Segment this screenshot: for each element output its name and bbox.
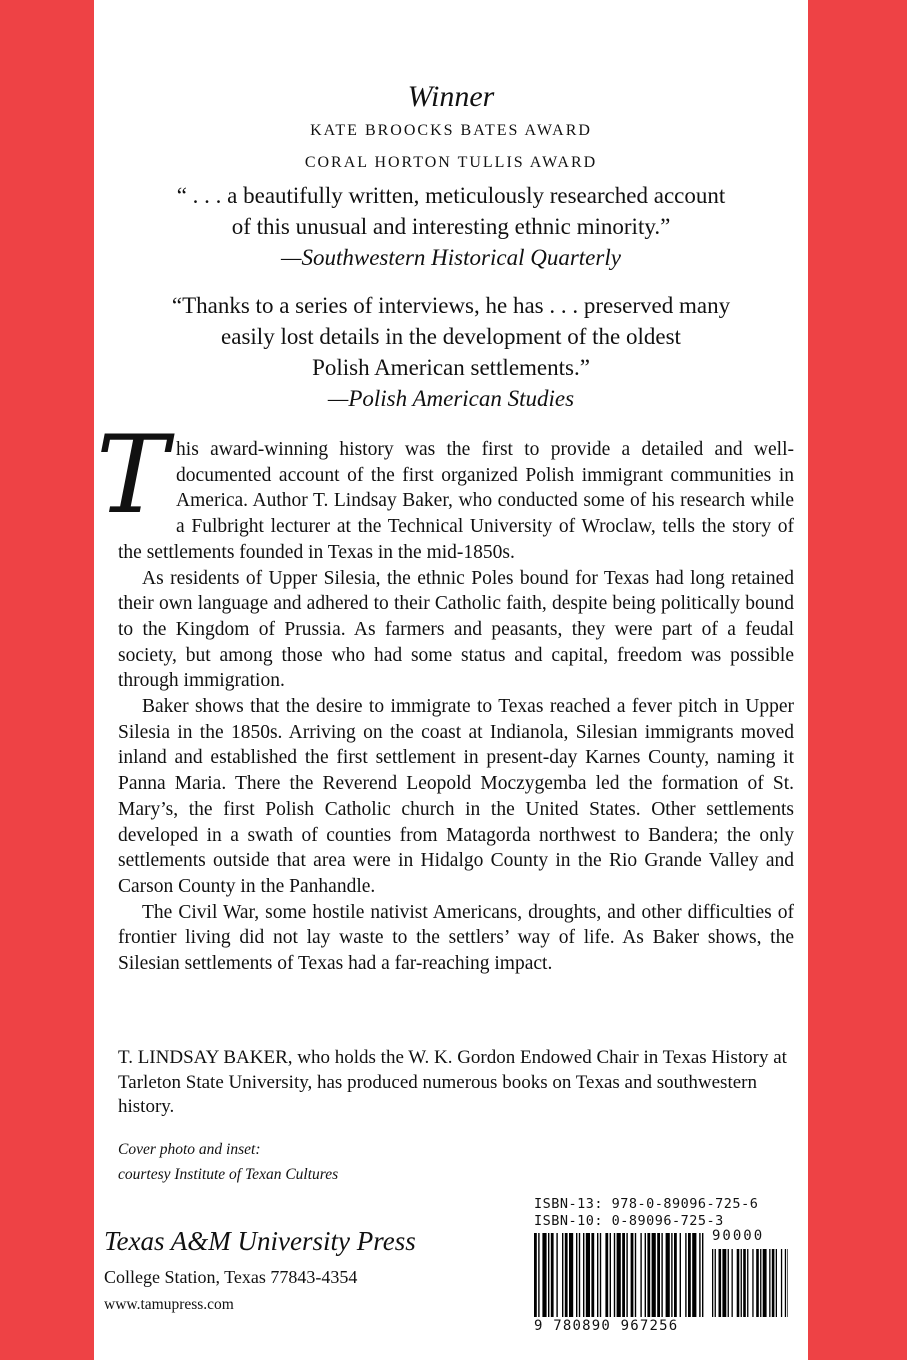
barcode bbox=[534, 1233, 788, 1319]
quote-line: “Thanks to a series of interviews, he has . . . preserved many bbox=[171, 293, 731, 318]
barcode-addon-bar bbox=[743, 1249, 746, 1317]
barcode-bar bbox=[671, 1233, 672, 1317]
barcode-bar bbox=[666, 1233, 670, 1317]
barcode-bar bbox=[614, 1233, 615, 1317]
barcode-addon-bar bbox=[776, 1249, 777, 1317]
barcode-addon-bar bbox=[763, 1249, 767, 1317]
barcode-bar bbox=[576, 1233, 577, 1317]
publisher-website[interactable]: www.tamupress.com bbox=[104, 1296, 234, 1313]
publisher-address: College Station, Texas 77843-4354 bbox=[104, 1267, 358, 1287]
barcode-bar bbox=[647, 1233, 650, 1317]
paragraph-2: As residents of Upper Silesia, the ethnic Poles bound for Texas had long retained their own language and adhered to their Catholic faith, despite being politically bound to the Kingdom of Prussia. As farmers and peasants, they were part of a feudal society, but among those who had some status and capital, freedom was possible through immigration. bbox=[118, 567, 794, 692]
barcode-digits: 9 780890 967256 bbox=[534, 1318, 679, 1334]
barcode-bar bbox=[631, 1233, 634, 1317]
winner-heading: Winner bbox=[407, 80, 495, 113]
paragraph-1 bbox=[96, 413, 794, 566]
barcode-addon-bar bbox=[769, 1249, 770, 1317]
barcode-addon-bar bbox=[737, 1249, 740, 1317]
barcode-bar bbox=[565, 1233, 568, 1317]
barcode-bar bbox=[591, 1233, 594, 1317]
paragraph-1-text: his award-winning history was the first to provide a detailed and well-documented account of the first organized Polish immigrant communities in America. Author T. Lindsay Baker, who conducted some of his research while a Fulbright lecturer at the Technical University of Wroclaw, tells the story of the settlements founded in Texas in the mid-1850s. bbox=[118, 439, 794, 563]
barcode-bar bbox=[548, 1233, 549, 1317]
barcode-addon-bar bbox=[722, 1249, 726, 1317]
barcode-addon-bar bbox=[752, 1249, 753, 1317]
barcode-bar bbox=[692, 1233, 696, 1317]
barcode-bar bbox=[597, 1233, 598, 1317]
barcode-bar bbox=[674, 1233, 677, 1317]
barcode-bar bbox=[542, 1233, 546, 1317]
barcode-addon-digits: 90000 bbox=[712, 1228, 765, 1244]
barcode-bar bbox=[556, 1233, 557, 1317]
credit-line: Cover photo and inset: bbox=[118, 1141, 261, 1158]
quote-line: Polish American settlements.” bbox=[312, 355, 590, 380]
barcode-addon-bar bbox=[760, 1249, 761, 1317]
isbn-13: ISBN-13: 978-0-89096-725-6 bbox=[534, 1196, 759, 1212]
review-quote-1 bbox=[94, 180, 808, 273]
drop-cap: T bbox=[96, 413, 169, 538]
barcode-addon-bar bbox=[781, 1249, 782, 1317]
barcode-bar bbox=[685, 1233, 686, 1317]
quote-line: easily lost details in the development of the oldest bbox=[221, 324, 681, 349]
barcode-addon-bar bbox=[732, 1249, 733, 1317]
photo-credit bbox=[118, 1138, 478, 1187]
barcode-bar bbox=[657, 1233, 660, 1317]
description bbox=[96, 413, 794, 977]
barcode-addon-bar bbox=[785, 1249, 786, 1317]
barcode-bar bbox=[688, 1233, 691, 1317]
barcode-addon-bar bbox=[728, 1249, 729, 1317]
barcode-bar bbox=[569, 1233, 573, 1317]
barcode-bar bbox=[635, 1233, 636, 1317]
paragraph-4: The Civil War, some hostile nativist Americans, droughts, and other difficulties of frontier living did not lay waste to the settlers’ way of life. As Baker shows, the Silesian settlements of Texas had a far-reaching impact. bbox=[118, 901, 794, 975]
quote-line: “ . . . a beautifully written, meticulously researched account bbox=[176, 183, 726, 208]
isbn-10: ISBN-10: 0-89096-725-3 bbox=[534, 1213, 724, 1229]
credit-line: courtesy Institute of Texan Cultures bbox=[118, 1165, 339, 1183]
barcode-bar bbox=[600, 1233, 601, 1317]
barcode-bar bbox=[680, 1233, 681, 1317]
barcode-bar bbox=[579, 1233, 580, 1317]
barcode-bar bbox=[586, 1233, 590, 1317]
award-2: CORAL HORTON TULLIS AWARD bbox=[304, 154, 598, 171]
publisher-name: Texas A&M University Press bbox=[104, 1226, 416, 1256]
barcode-bar bbox=[562, 1233, 563, 1317]
barcode-bar bbox=[534, 1233, 537, 1317]
barcode-bar bbox=[605, 1233, 608, 1317]
barcode-addon-bar bbox=[741, 1249, 742, 1317]
barcode-bar bbox=[538, 1233, 539, 1317]
barcode-addon-bar bbox=[787, 1249, 788, 1317]
left-red-border bbox=[0, 0, 94, 1360]
barcode-bar bbox=[661, 1233, 662, 1317]
barcode-bar bbox=[617, 1233, 621, 1317]
barcode-bar bbox=[610, 1233, 611, 1317]
review-quote-2 bbox=[94, 290, 808, 414]
barcode-addon-bar bbox=[747, 1249, 748, 1317]
barcode-bar bbox=[551, 1233, 554, 1317]
barcode-bar bbox=[652, 1233, 656, 1317]
barcode-bar bbox=[699, 1233, 700, 1317]
barcode-bar bbox=[622, 1233, 625, 1317]
barcode-addon-bar bbox=[772, 1249, 775, 1317]
barcode-bar bbox=[645, 1233, 646, 1317]
barcode-addon-bar bbox=[712, 1249, 713, 1317]
barcode-addon-bar bbox=[715, 1249, 716, 1317]
quote-line: of this unusual and interesting ethnic minority.” bbox=[231, 214, 671, 239]
paragraph-3: Baker shows that the desire to immigrate to Texas reached a fever pitch in Upper Silesia in the 1850s. Arriving on the coast at Indianola, Silesian immigrants moved inland and established the first settlement in present-day Karnes County, naming it Panna Maria. There the Reverend Leopold Moczygemba led the formation of St. Mary’s, the first Polish Catholic church in the United States. Other settlements developed in a swath of counties from Matagorda northwest to Bandera; the only settlements outside that area were in Hidalgo County in the Rio Grande Valley and Carson County in the Panhandle. bbox=[118, 696, 794, 897]
barcode-bar bbox=[640, 1233, 641, 1317]
barcode-bar bbox=[583, 1233, 584, 1317]
right-red-border bbox=[808, 0, 907, 1360]
barcode-bar bbox=[702, 1233, 703, 1317]
author-bio: T. LINDSAY BAKER, who holds the W. K. Gordon Endowed Chair in Texas History at Tarleton State University, has produced numerous books on Texas and southwestern history. bbox=[118, 1047, 787, 1117]
back-cover bbox=[94, 0, 808, 1360]
award-1: KATE BROOCKS BATES AWARD bbox=[310, 122, 592, 139]
barcode-bar bbox=[626, 1233, 627, 1317]
barcode-addon-bar bbox=[719, 1249, 722, 1317]
barcode-addon-bar bbox=[756, 1249, 759, 1317]
quote-source: —Southwestern Historical Quarterly bbox=[281, 245, 621, 270]
quote-source: —Polish American Studies bbox=[327, 386, 575, 411]
